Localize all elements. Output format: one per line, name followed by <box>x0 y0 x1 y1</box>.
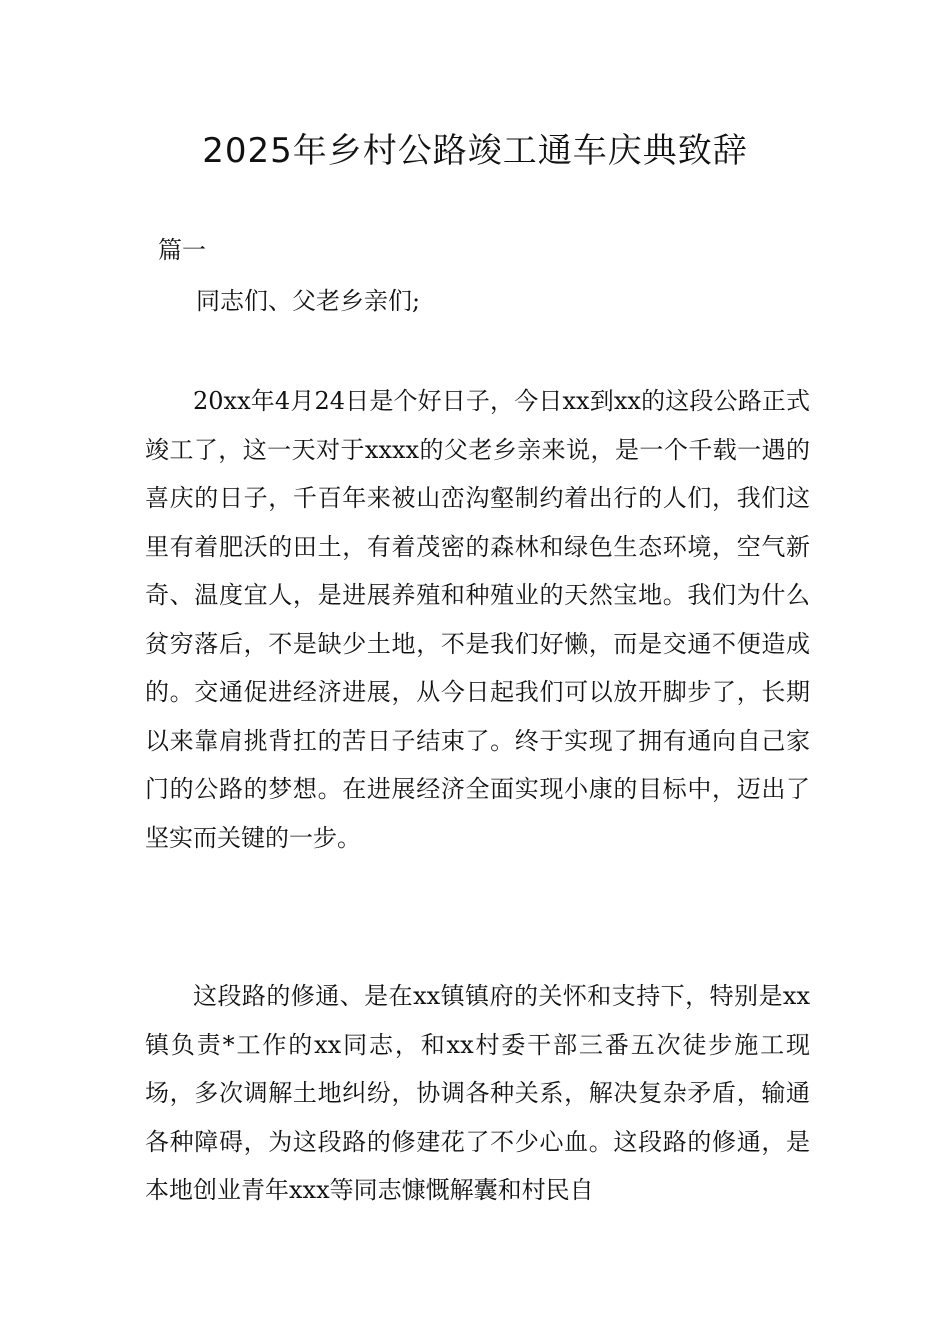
section-label: 篇一 <box>158 236 206 264</box>
document-title: 2025年乡村公路竣工通车庆典致辞 <box>202 131 748 171</box>
salutation: 同志们、父老乡亲们; <box>196 287 421 315</box>
body-paragraph: 20xx年4月24日是个好日子，今日xx到xx的这段公路正式竣工了，这一天对于xxxx的父老乡亲来说，是一个千载一遇的喜庆的日子，千百年来被山峦沟壑制约着出行的人们，我们这里有着肥沃的田土，有着茂密的森林和绿色生态环境，空气新奇、温度宜人，是进展养殖和种殖业的天然宝地。我们为什么贫穷落后，不是缺少土地，不是我们好懒，而是交通不便造成的。交通促进经济进展，从今日起我们可以放开脚步了，长期以来靠肩挑背扛的苦日子结束了。终于实现了拥有通向自己家门的公路的梦想。在进展经济全面实现小康的目标中，迈出了坚实而关键的一步。 <box>145 387 810 852</box>
body-paragraph: 这段路的修通、是在xx镇镇府的关怀和支持下，特别是xx镇负责*工作的xx同志，和xx村委干部三番五次徒步施工现场，多次调解土地纠纷，协调各种关系，解决复杂矛盾，输通各种障碍，为这段路的修建花了不少心血。这段路的修通，是本地创业青年xxx等同志慷慨解囊和村民自 <box>145 982 810 1204</box>
